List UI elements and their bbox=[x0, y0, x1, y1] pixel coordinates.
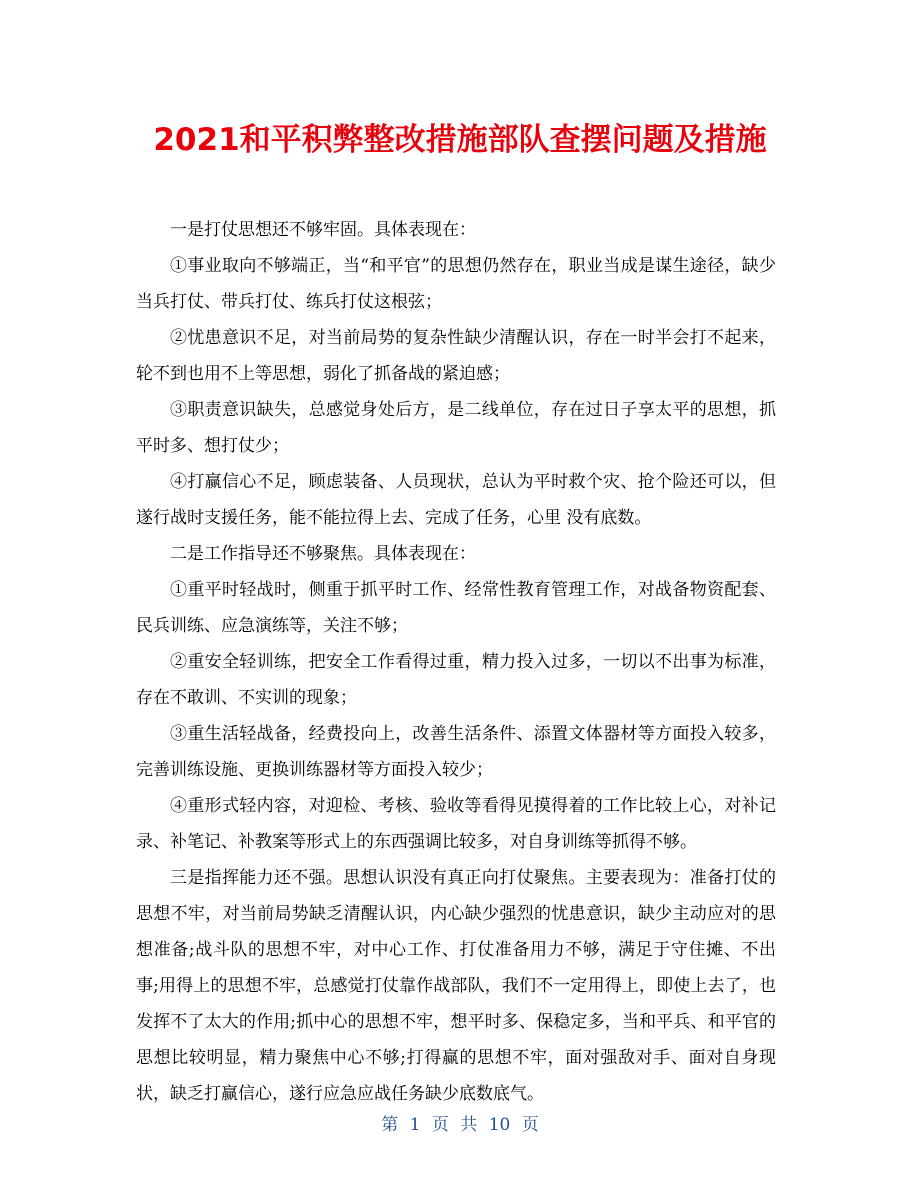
paragraph-7: ①重平时轻战时，侧重于抓平时工作、经常性教育管理工作，对战备物资配套、民兵训练、应急演练等，关注不够； bbox=[136, 580, 776, 636]
paragraph-10: ④重形式轻内容，对迎检、考核、验收等看得见摸得着的工作比较上心，对补记录、补笔记、补教案等形式上的东西强调比较多，对自身训练等抓得不够。 bbox=[136, 796, 776, 852]
paragraph-11: 三是指挥能力还不强。思想认识没有真正向打仗聚焦。主要表现为：准备打仗的思想不牢，对当前局势缺乏清醒认识，内心缺少强烈的忧患意识，缺少主动应对的思想准备;战斗队的思想不牢，对中心工作、打仗准备用力不够，满足于守住摊、不出事;用得上的思想不牢，总感觉打仗靠作战部队，我们不一定用得上，即使上去了，也发挥不了太大的作用;抓中心的思想不牢，想平时多、保稳定多，当和平兵、和平官的思想比较明显，精力聚焦中心不够;打得赢的思想不牢，面对强敌对手、面对自身现状，缺乏打赢信心，遂行应急应战任务缺少底数底气。 bbox=[136, 868, 776, 1104]
document-title: 2021和平积弊整改措施部队查摆问题及措施 bbox=[153, 122, 767, 158]
page-number-footer: 第 1 页 共 10 页 bbox=[381, 1115, 539, 1135]
paragraph-8: ②重安全轻训练，把安全工作看得过重，精力投入过多，一切以不出事为标准，存在不敢训、不实训的现象； bbox=[136, 652, 776, 708]
paragraph-9: ③重生活轻战备，经费投向上，改善生活条件、添置文体器材等方面投入较多，完善训练设施、更换训练器材等方面投入较少； bbox=[136, 724, 776, 780]
paragraph-4: ③职责意识缺失，总感觉身处后方，是二线单位，存在过日子享太平的思想，抓平时多、想打仗少； bbox=[136, 400, 776, 456]
document-body bbox=[136, 212, 776, 1112]
paragraph-1: 一是打仗思想还不够牢固。具体表现在： bbox=[170, 220, 476, 240]
paragraph-3: ②忧患意识不足，对当前局势的复杂性缺少清醒认识，存在一时半会打不起来，轮不到也用不上等思想，弱化了抓备战的紧迫感； bbox=[136, 328, 776, 384]
paragraph-6: 二是工作指导还不够聚焦。具体表现在： bbox=[170, 544, 476, 564]
paragraph-5: ④打赢信心不足，顾虑装备、人员现状，总认为平时救个灾、抢个险还可以，但遂行战时支援任务，能不能拉得上去、完成了任务，心里 没有底数。 bbox=[136, 472, 776, 528]
paragraph-2: ①事业取向不够端正，当“和平官”的思想仍然存在，职业当成是谋生途径，缺少当兵打仗、带兵打仗、练兵打仗这根弦； bbox=[136, 256, 776, 312]
